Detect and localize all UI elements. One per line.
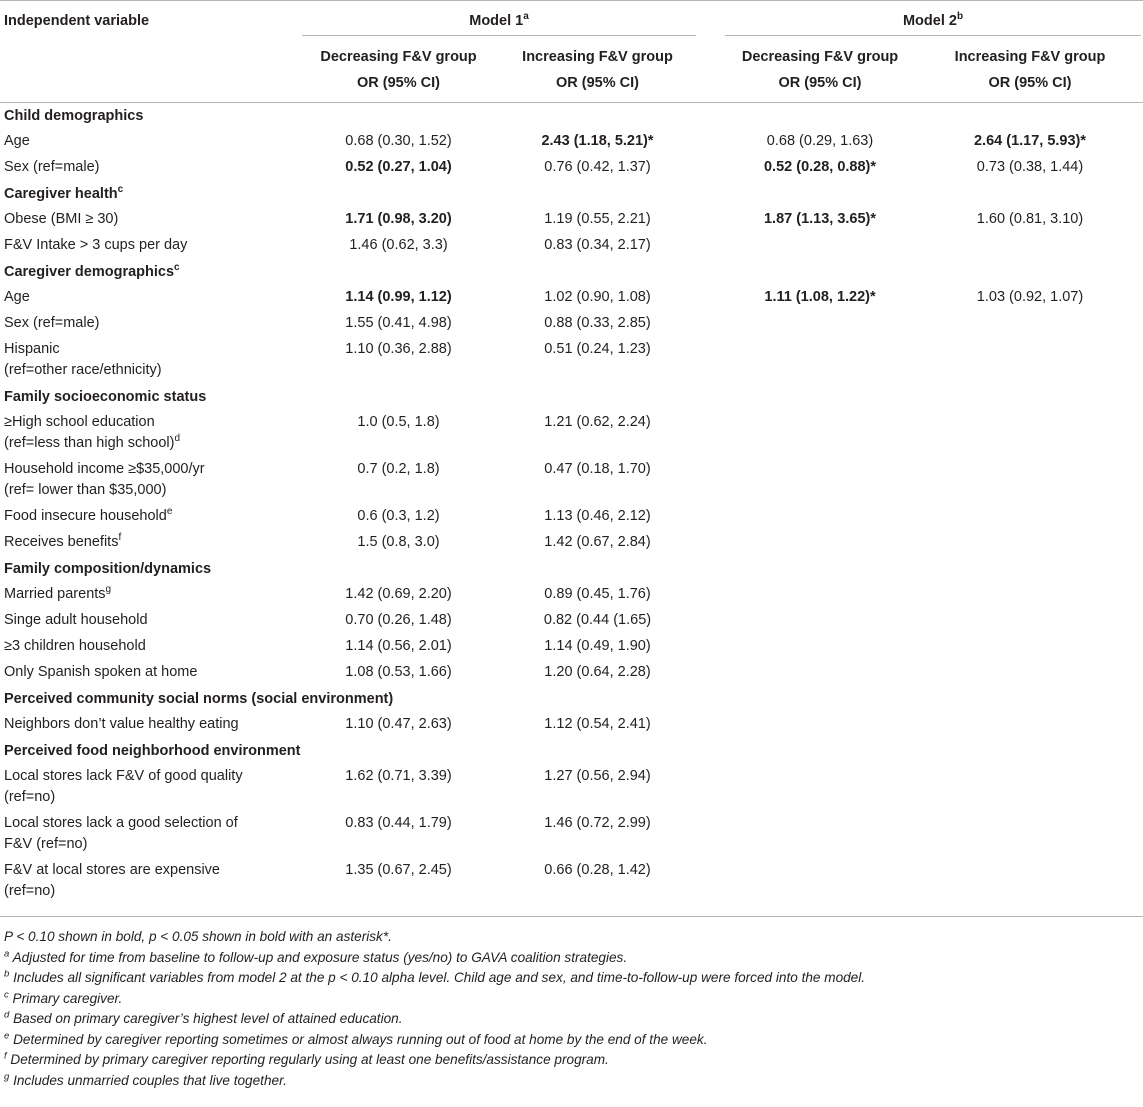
m2-decreasing-cell — [723, 634, 917, 660]
m2-decreasing-cell — [723, 811, 917, 858]
m2-decreasing-cell: 1.11 (1.08, 1.22)* — [764, 289, 876, 305]
section-header-row — [0, 181, 1143, 207]
table-row — [0, 634, 1143, 660]
m2-decreasing-cell — [723, 337, 917, 384]
variable-label: Local stores lack a good selection of F&V (ref=no) — [4, 815, 238, 852]
m1-increasing-cell: 0.88 (0.33, 2.85) — [544, 315, 651, 331]
footnote: $^a$ Adjusted for time from baseline to follow-up and exposure status (yes/no) to GAVA coalition strategies. — [4, 947, 628, 965]
m2-decreasing-header: Decreasing F&V group OR (95% CI) — [723, 40, 917, 103]
footnote: $^f$ Determined by primary caregiver reporting regularly using at least one benefits/assistance program. — [4, 1050, 609, 1067]
footnote: $^e$ Determined by caregiver reporting sometimes or almost always running out of food at home by the end of the week. — [4, 1029, 708, 1047]
m1-increasing-cell: 1.02 (0.90, 1.08) — [544, 289, 651, 305]
m2-increasing-cell — [917, 504, 1143, 530]
m1-increasing-cell: 1.42 (0.67, 2.84) — [544, 534, 651, 550]
section-header-row — [0, 259, 1143, 285]
m1-decreasing-cell: 1.14 (0.99, 1.12) — [345, 289, 452, 305]
m2-increasing-cell — [917, 712, 1143, 738]
table-row — [0, 764, 1143, 811]
model2-header: Model 2$^b$ — [723, 1, 1143, 40]
m2-increasing-cell: 0.73 (0.38, 1.44) — [976, 159, 1084, 175]
variable-label: Age — [4, 289, 30, 305]
m1-increasing-cell: 1.20 (0.64, 2.28) — [544, 664, 651, 680]
footnote: P < 0.10 shown in bold, p < 0.05 shown in bold with an asterisk*. — [4, 929, 392, 944]
footnote: $^c$ Primary caregiver. — [4, 988, 123, 1006]
table-row — [0, 410, 1143, 457]
section-title: Perceived food neighborhood environment — [4, 742, 301, 759]
m1-increasing-cell: 1.12 (0.54, 2.41) — [544, 716, 651, 732]
table-row — [0, 129, 1143, 155]
variable-label: Local stores lack F&V of good quality (ref=no) — [4, 768, 243, 805]
variable-label: Age — [4, 133, 30, 149]
m1-decreasing-cell: 1.42 (0.69, 2.20) — [345, 586, 452, 602]
variable-label: Singe adult household — [4, 612, 148, 628]
variable-label: ≥High school education (ref=less than high school)$^d$ — [4, 414, 181, 451]
table-row — [0, 504, 1143, 530]
m2-increasing-cell — [917, 764, 1143, 811]
m2-decreasing-cell — [723, 504, 917, 530]
m1-increasing-cell: 0.66 (0.28, 1.42) — [497, 858, 698, 917]
m1-increasing-cell: 1.14 (0.49, 1.90) — [544, 638, 651, 654]
table-row — [0, 712, 1143, 738]
independent-variable-header: Independent variable — [0, 1, 300, 40]
m1-decreasing-cell: 1.55 (0.41, 4.98) — [345, 315, 452, 331]
variable-label: Married parents$^g$ — [4, 584, 112, 602]
table-row — [0, 530, 1143, 556]
m2-increasing-cell — [917, 608, 1143, 634]
m1-decreasing-cell: 1.62 (0.71, 3.39) — [345, 768, 452, 784]
section-title: Family socioeconomic status — [4, 388, 207, 405]
m1-decreasing-cell: 0.6 (0.3, 1.2) — [357, 508, 440, 524]
m2-increasing-cell: 1.60 (0.81, 3.10) — [976, 211, 1084, 227]
m1-decreasing-header: Decreasing F&V group OR (95% CI) — [300, 40, 497, 103]
m2-increasing-cell — [917, 811, 1143, 858]
table-row — [0, 207, 1143, 233]
footnote: $^b$ Includes all significant variables from model 2 at the p < 0.10 alpha level. Child age and sex, and time-to-follow-up were forced into the model. — [4, 968, 866, 985]
m1-decreasing-cell: 0.52 (0.27, 1.04) — [345, 159, 452, 175]
m2-increasing-cell — [917, 233, 1143, 259]
section-title: Perceived community social norms (social environment) — [4, 690, 394, 707]
m1-increasing-cell: 2.43 (1.18, 5.21)* — [541, 133, 654, 149]
table-row — [0, 337, 1143, 384]
variable-label: Food insecure household$^e$ — [4, 506, 173, 524]
m2-increasing-cell: 2.64 (1.17, 5.93)* — [973, 133, 1087, 149]
m1-decreasing-cell: 1.08 (0.53, 1.66) — [345, 664, 452, 680]
table-footnotes — [0, 917, 1143, 1091]
table-row — [0, 457, 1143, 504]
m1-decreasing-cell: 1.5 (0.8, 3.0) — [357, 534, 440, 550]
m1-decreasing-cell: 0.68 (0.30, 1.52) — [345, 133, 452, 149]
variable-label: F&V Intake > 3 cups per day — [4, 237, 188, 253]
m1-decreasing-cell: 0.70 (0.26, 1.48) — [345, 612, 452, 628]
variable-label: Hispanic (ref=other race/ethnicity) — [4, 341, 162, 378]
m1-decreasing-cell: 1.10 (0.36, 2.88) — [345, 341, 452, 357]
m1-increasing-cell: 0.76 (0.42, 1.37) — [544, 159, 651, 175]
section-title: Caregiver health$^c$ — [4, 183, 124, 202]
section-header-row — [0, 384, 1143, 410]
m2-decreasing-cell — [723, 858, 917, 917]
m2-increasing-header: Increasing F&V group OR (95% CI) — [917, 40, 1143, 103]
variable-label: ≥3 children household — [4, 638, 146, 654]
m1-increasing-cell: 1.21 (0.62, 2.24) — [544, 414, 651, 430]
table-row — [0, 155, 1143, 181]
m1-increasing-cell: 1.19 (0.55, 2.21) — [544, 211, 651, 227]
m1-increasing-cell: 1.27 (0.56, 2.94) — [544, 768, 651, 784]
m1-increasing-cell: 1.13 (0.46, 2.12) — [544, 508, 651, 524]
m1-increasing-cell: 1.46 (0.72, 2.99) — [544, 815, 651, 831]
m2-increasing-cell — [917, 634, 1143, 660]
variable-label: F&V at local stores are expensive (ref=no) — [0, 858, 300, 917]
m2-decreasing-cell — [723, 712, 917, 738]
variable-label: Obese (BMI ≥ 30) — [4, 211, 119, 227]
table-body — [0, 102, 1143, 917]
table-row — [0, 811, 1143, 858]
m2-decreasing-cell — [723, 457, 917, 504]
m1-increasing-cell: 0.51 (0.24, 1.23) — [544, 341, 651, 357]
table-row — [0, 660, 1143, 686]
m2-decreasing-cell: 0.68 (0.29, 1.63) — [766, 133, 874, 149]
m2-increasing-cell — [917, 530, 1143, 556]
section-header-row — [0, 686, 1143, 712]
m2-increasing-cell — [917, 337, 1143, 384]
m1-decreasing-cell: 0.83 (0.44, 1.79) — [345, 815, 452, 831]
table-row — [0, 285, 1143, 311]
m1-increasing-cell: 0.82 (0.44 (1.65) — [543, 612, 652, 628]
m2-increasing-cell — [917, 858, 1143, 917]
variable-label: Sex (ref=male) — [4, 315, 100, 331]
variable-label: Neighbors don’t value healthy eating — [4, 716, 239, 732]
m1-decreasing-cell: 1.71 (0.98, 3.20) — [345, 211, 452, 227]
section-title: Family composition/dynamics — [4, 560, 212, 577]
variable-label: Household income ≥$35,000/yr (ref= lower than $35,000) — [4, 461, 205, 498]
m2-increasing-cell — [917, 660, 1143, 686]
table-row — [0, 608, 1143, 634]
m1-decreasing-cell: 1.46 (0.62, 3.3) — [349, 237, 448, 253]
table-row — [0, 233, 1143, 259]
variable-label: Receives benefits$^f$ — [4, 532, 122, 550]
header-row-models — [0, 1, 1143, 40]
m1-increasing-cell: 0.89 (0.45, 1.76) — [544, 586, 651, 602]
m2-increasing-cell — [917, 457, 1143, 504]
section-header-row — [0, 102, 1143, 129]
section-title: Child demographics — [4, 107, 144, 124]
variable-label: Only Spanish spoken at home — [4, 664, 198, 680]
m2-decreasing-cell — [723, 660, 917, 686]
m1-decreasing-cell: 0.7 (0.2, 1.8) — [357, 461, 440, 477]
section-title: Caregiver demographics$^c$ — [4, 261, 180, 280]
m2-increasing-cell: 1.03 (0.92, 1.07) — [976, 289, 1084, 305]
m1-decreasing-cell: 1.0 (0.5, 1.8) — [357, 414, 440, 430]
m2-decreasing-cell: 0.52 (0.28, 0.88)* — [763, 159, 877, 175]
m2-decreasing-cell: 1.87 (1.13, 3.65)* — [763, 211, 877, 227]
m2-increasing-cell — [917, 410, 1143, 457]
m1-increasing-cell: 0.83 (0.34, 2.17) — [544, 237, 651, 253]
footnote: $^g$ Includes unmarried couples that live together. — [4, 1070, 287, 1088]
m2-decreasing-cell — [723, 530, 917, 556]
table-row — [0, 858, 1143, 917]
m2-decreasing-cell — [723, 233, 917, 259]
footnote: $^d$ Based on primary caregiver’s highest level of attained education. — [4, 1009, 403, 1026]
m1-decreasing-cell: 1.35 (0.67, 2.45) — [300, 858, 497, 917]
m1-increasing-header: Increasing F&V group OR (95% CI) — [497, 40, 698, 103]
m2-decreasing-cell — [723, 582, 917, 608]
m2-decreasing-cell — [723, 764, 917, 811]
m1-increasing-cell: 0.47 (0.18, 1.70) — [544, 461, 651, 477]
m1-decreasing-cell: 1.10 (0.47, 2.63) — [345, 716, 452, 732]
m2-increasing-cell — [917, 311, 1143, 337]
m1-decreasing-cell: 1.14 (0.56, 2.01) — [345, 638, 452, 654]
m2-decreasing-cell — [723, 608, 917, 634]
table-row — [0, 582, 1143, 608]
m2-decreasing-cell — [723, 410, 917, 457]
table-row — [0, 311, 1143, 337]
section-header-row — [0, 556, 1143, 582]
section-header-row — [0, 738, 1143, 764]
m2-increasing-cell — [917, 582, 1143, 608]
header-row-groups — [0, 40, 1143, 103]
variable-label: Sex (ref=male) — [4, 159, 100, 175]
model1-header: Model 1$^a$ — [300, 1, 698, 40]
m2-decreasing-cell — [723, 311, 917, 337]
